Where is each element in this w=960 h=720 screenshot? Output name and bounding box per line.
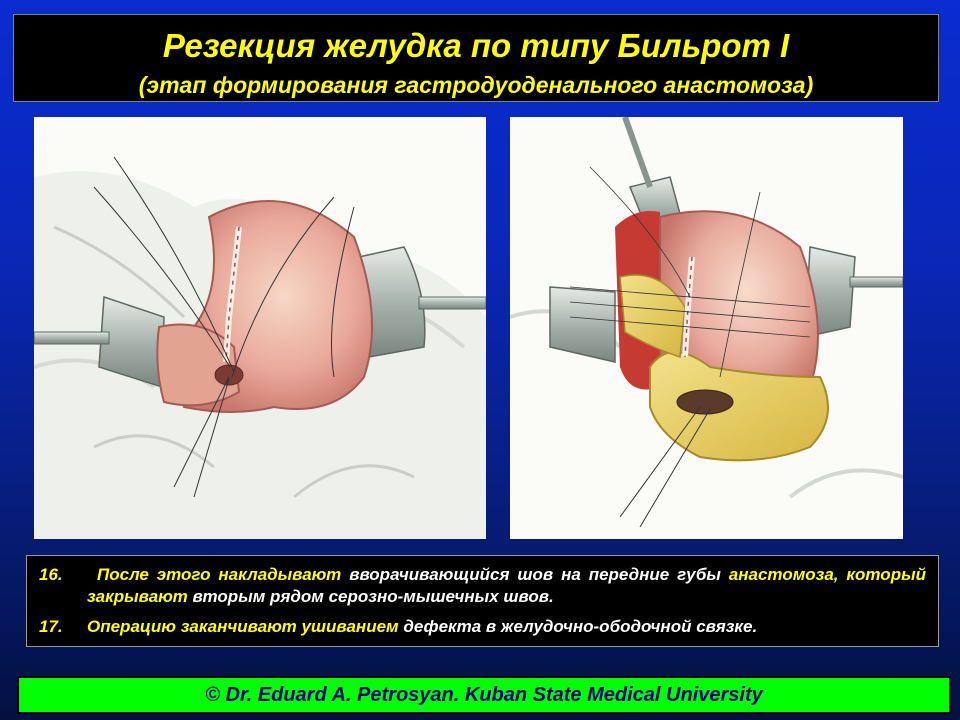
description-box bbox=[26, 555, 939, 647]
slide-title: Резекция желудка по типу Бильрот I bbox=[162, 27, 790, 64]
slide-subtitle: (этап формирования гастродуоденального анастомоза) bbox=[138, 72, 814, 98]
step-text: После этого накладывают вворачивающийся шов на передние губы анастомоза, который закрывают вторым рядом серозно-мышечных швов. bbox=[87, 565, 926, 606]
step-number: 16. bbox=[39, 565, 63, 584]
step-item bbox=[39, 616, 926, 638]
step-number: 17. bbox=[39, 617, 63, 636]
title-box bbox=[13, 14, 939, 102]
surgical-illustration-left bbox=[34, 117, 486, 539]
surgical-illustration-right bbox=[510, 117, 903, 539]
step-text: Операцию заканчивают ушиванием дефекта в желудочно-ободочной связке. bbox=[87, 617, 758, 636]
step-item bbox=[39, 564, 926, 608]
copyright-footer: © Dr. Eduard A. Petrosyan. Kuban State Medical University bbox=[17, 676, 951, 714]
